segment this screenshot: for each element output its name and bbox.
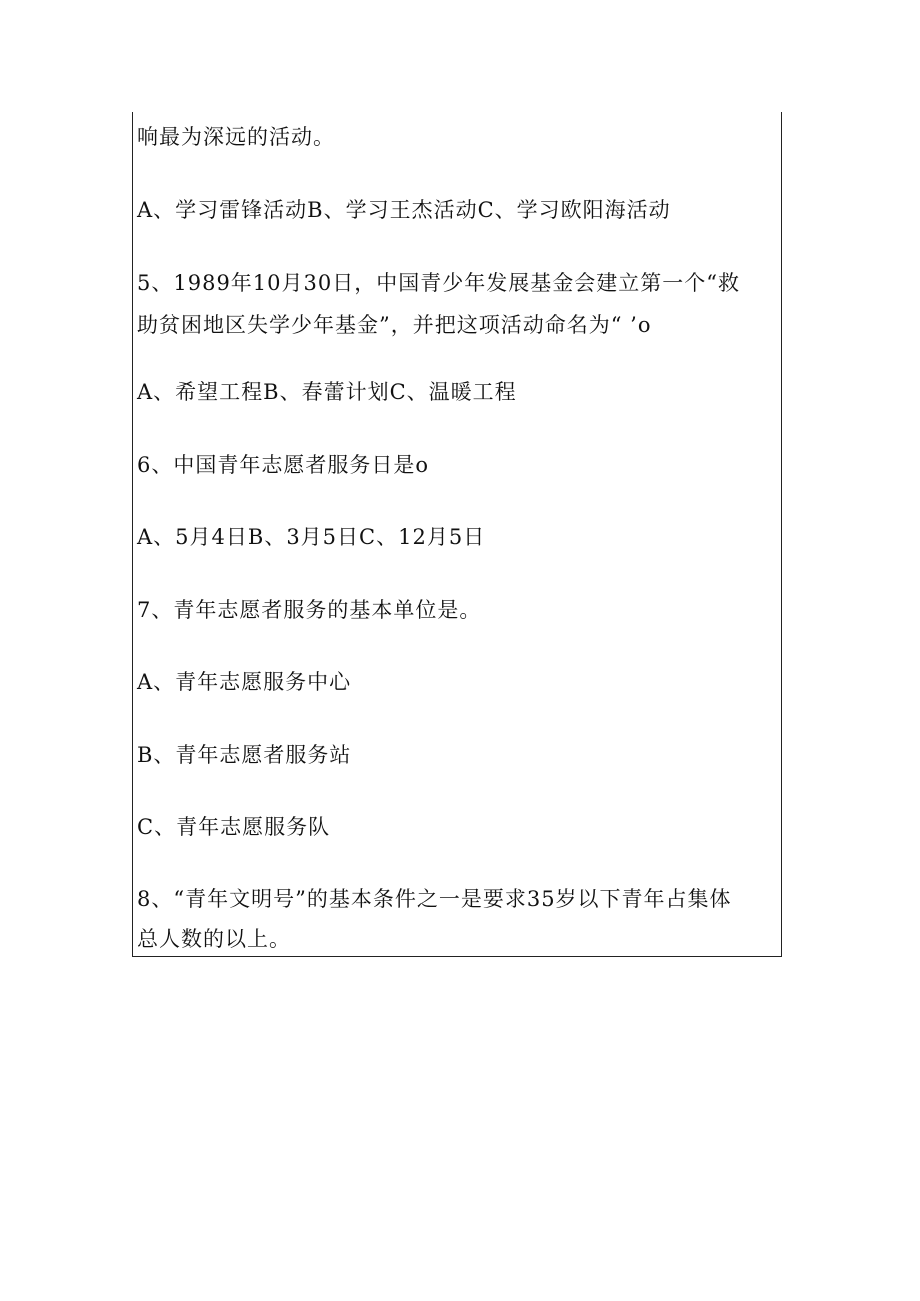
text-line-3: 5、1989年10月30日，中国青少年发展基金会建立第一个“救 — [137, 271, 740, 295]
text-line-6: 6、中国青年志愿者服务日是o — [137, 453, 430, 477]
text-line-2: A、学习雷锋活动B、学习王杰活动C、学习欧阳海活动 — [137, 198, 671, 222]
text-line-7: A、5月4日B、3月5日C、12月5日 — [137, 525, 486, 549]
text-line-1: 响最为深远的活动。 — [137, 125, 335, 149]
text-line-9: A、青年志愿服务中心 — [137, 670, 352, 694]
text-line-12: 8、“青年文明号”的基本条件之一是要求35岁以下青年占集体 — [137, 887, 732, 911]
text-line-8: 7、青年志愿者服务的基本单位是。 — [137, 598, 482, 622]
text-line-11: C、青年志愿服务队 — [137, 815, 331, 839]
text-line-5: A、希望工程B、春蕾计划C、温暖工程 — [137, 380, 517, 404]
text-line-13: 总人数的以上。 — [137, 927, 291, 951]
question-table-cell — [132, 112, 782, 957]
text-line-4: 助贫困地区失学少年基金”，并把这项活动命名为“ ’o — [137, 313, 652, 337]
text-line-10: B、青年志愿者服务站 — [137, 743, 352, 767]
